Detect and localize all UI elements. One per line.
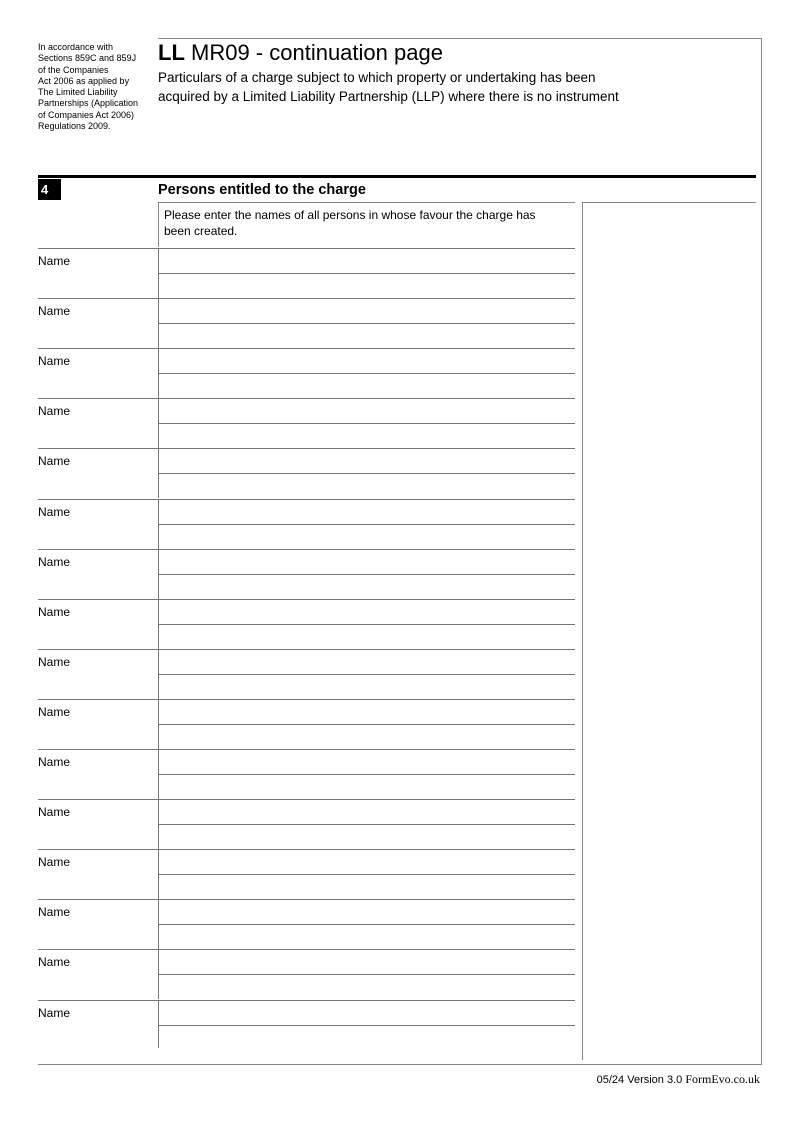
name-field-line-2[interactable] [160, 925, 574, 948]
section-rule [38, 175, 756, 178]
instructions-text [164, 207, 564, 239]
page-right-border [761, 38, 762, 1065]
name-field-line-2[interactable] [160, 424, 574, 447]
row-left-line [158, 599, 159, 649]
name-label: Name [38, 404, 71, 418]
row-left-line [158, 549, 159, 599]
name-field-line-2[interactable] [160, 725, 574, 748]
instructions-top-rule [158, 202, 575, 203]
legal-line: Act 2006 as applied by [38, 75, 130, 86]
row-left-line [158, 398, 159, 448]
name-field-line-1[interactable] [160, 800, 574, 823]
name-label: Name [38, 805, 71, 819]
name-field-line-2[interactable] [160, 324, 574, 347]
name-field-line-1[interactable] [160, 349, 574, 372]
name-field-line-2[interactable] [160, 374, 574, 397]
name-field-line-1[interactable] [160, 950, 574, 973]
row-left-line [158, 298, 159, 348]
row-left-line [158, 699, 159, 749]
instruction-line: Please enter the names of all persons in whose favour the charge has [164, 208, 536, 222]
name-field-line-2[interactable] [160, 875, 574, 898]
name-field-line-2[interactable] [160, 975, 574, 998]
legal-line: Partnerships (Application [38, 98, 139, 109]
name-field-line-2[interactable] [160, 825, 574, 848]
name-label: Name [38, 655, 71, 669]
name-label: Name [38, 254, 71, 268]
instructions-left-rule [158, 202, 159, 247]
legal-line: Regulations 2009. [38, 121, 111, 132]
name-label: Name [38, 755, 71, 769]
name-field-line-1[interactable] [160, 249, 574, 272]
footer-version: 05/24 Version 3.0 [596, 1074, 686, 1086]
name-field-line-2[interactable] [160, 775, 574, 798]
field-column-border [582, 202, 583, 1060]
name-label: Name [38, 1006, 71, 1020]
row-left-line [158, 499, 159, 549]
form-title [158, 41, 443, 65]
name-label: Name [38, 454, 71, 468]
header-top-rule [158, 38, 761, 39]
row-left-line [158, 899, 159, 949]
row-left-line [158, 949, 159, 999]
section-title: Persons entitled to the charge [158, 182, 366, 198]
subtitle-line: Particulars of a charge subject to which property or undertaking has been [158, 70, 596, 85]
name-label: Name [38, 505, 71, 519]
name-label: Name [38, 304, 71, 318]
footer-brand: FormEvo.co.uk [685, 1072, 760, 1086]
name-field-line-1[interactable] [160, 299, 574, 322]
sidebar-top-rule [582, 202, 756, 203]
row-left-line [158, 799, 159, 849]
name-label: Name [38, 555, 71, 569]
name-label: Name [38, 705, 71, 719]
legal-line: of Companies Act 2006) [38, 109, 135, 120]
row-left-line [158, 348, 159, 398]
legal-line: of the Companies [38, 64, 109, 75]
row-left-line [158, 849, 159, 899]
name-field-line-1[interactable] [160, 449, 574, 472]
name-field-line-1[interactable] [160, 399, 574, 422]
row-left-line [158, 749, 159, 799]
name-field-line-1[interactable] [160, 700, 574, 723]
instruction-line: been created. [164, 224, 238, 238]
name-field-line-1[interactable] [160, 600, 574, 623]
form-subtitle [158, 68, 638, 106]
name-field-line-1[interactable] [160, 650, 574, 673]
name-field-line-2[interactable] [160, 1026, 574, 1049]
section-number-badge: 4 [38, 179, 61, 200]
row-left-line [158, 248, 159, 298]
name-field-line-2[interactable] [160, 575, 574, 598]
name-field-line-1[interactable] [160, 850, 574, 873]
row-left-line [158, 649, 159, 699]
name-field-line-2[interactable] [160, 274, 574, 297]
name-field-line-1[interactable] [160, 1001, 574, 1024]
row-left-line [158, 1000, 159, 1048]
row-left-line [158, 448, 159, 498]
legal-line: The Limited Liability [38, 87, 118, 98]
form-code: LL [158, 40, 185, 65]
subtitle-line: acquired by a Limited Liability Partnership (LLP) where there is no instrument [158, 89, 619, 104]
legal-line: In accordance with [38, 42, 114, 52]
name-label: Name [38, 354, 71, 368]
name-label: Name [38, 905, 71, 919]
name-field-line-2[interactable] [160, 474, 574, 497]
form-title-text: MR09 - continuation page [184, 40, 443, 65]
footer [597, 1072, 760, 1087]
name-field-line-1[interactable] [160, 750, 574, 773]
name-field-line-1[interactable] [160, 900, 574, 923]
name-label: Name [38, 605, 71, 619]
name-label: Name [38, 955, 71, 969]
name-field-line-2[interactable] [160, 625, 574, 648]
name-label: Name [38, 855, 71, 869]
name-field-line-1[interactable] [160, 550, 574, 573]
name-field-line-2[interactable] [160, 675, 574, 698]
page-bottom-rule [38, 1064, 761, 1065]
legal-line: Sections 859C and 859J [38, 53, 137, 64]
name-field-line-1[interactable] [160, 500, 574, 523]
legal-reference [38, 42, 150, 132]
name-field-line-2[interactable] [160, 525, 574, 548]
